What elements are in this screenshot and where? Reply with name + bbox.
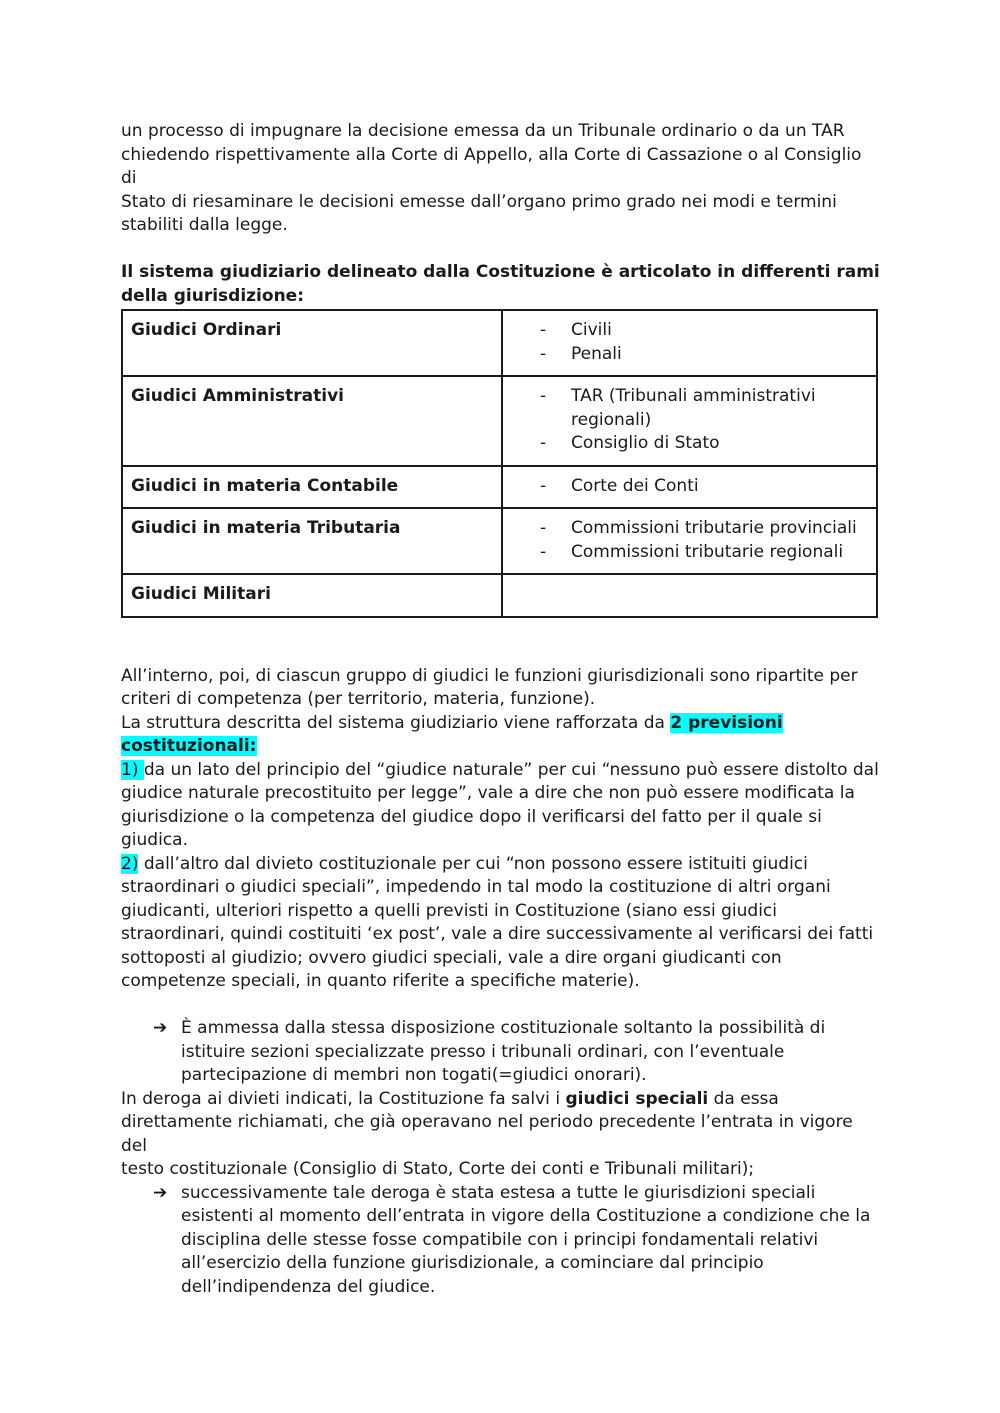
document-page [121, 120, 881, 1299]
text-line: dell’indipendenza del giudice. [181, 1276, 436, 1297]
text-line: un processo di impugnare la decisione emessa da un Tribunale ordinario o da un TAR [121, 121, 845, 141]
text-line: esistenti al momento dell’entrata in vigore della Costituzione a condizione che la [181, 1206, 871, 1226]
branch-item: - Penali [511, 343, 868, 367]
text-line: Stato di riesaminare le decisioni emesse dall’organo primo grado nei modi e termini [121, 191, 837, 212]
branch-label: Giudici in materia Contabile [122, 466, 502, 509]
intro-paragraph [121, 120, 881, 238]
text-span: La struttura descritta del sistema giudiziario viene rafforzata da [121, 712, 671, 733]
branch-label: Giudici Ordinari [122, 310, 502, 376]
text-line: direttamente richiamati, che già operavano nel periodo precedente l’entrata in vigore del [121, 1112, 853, 1156]
jurisdiction-table [121, 309, 878, 618]
branch-label: Giudici Amministrativi [122, 376, 502, 466]
arrow-icon: ➔ [153, 1182, 168, 1203]
text-line: sottoposti al giudizio; ovvero giudici speciali, vale a dire organi giudicanti con [121, 947, 782, 968]
point-one [121, 759, 881, 853]
table-row [122, 466, 877, 509]
branch-items [502, 376, 877, 466]
text-line: successivamente tale deroga è stata estesa a tutte le giurisdizioni speciali [181, 1182, 816, 1203]
bullet-list [121, 1182, 881, 1300]
branch-item: - Commissioni tributarie provinciali [511, 517, 868, 541]
section-heading [121, 261, 881, 308]
branch-items [502, 466, 877, 509]
text-line: chiedendo rispettivamente alla Corte di Appello, alla Corte di Cassazione o al Consiglio di [121, 144, 862, 188]
table-row [122, 508, 877, 574]
text-line: giudica. [121, 830, 188, 850]
branch-item: - Civili [511, 319, 868, 343]
text-span: da essa [708, 1088, 779, 1109]
arrow-icon: ➔ [153, 1018, 168, 1038]
branch-items [502, 310, 877, 376]
heading-line: Il sistema giudiziario delineato dalla Costituzione è articolato in differenti rami [121, 262, 880, 282]
branch-items [502, 574, 877, 617]
paragraph-structure [121, 712, 881, 759]
text-span: In deroga ai divieti indicati, la Costituzione fa salvi i [121, 1088, 566, 1109]
text-line: All’interno, poi, di ciascun gruppo di giudici le funzioni giurisdizionali sono ripartite per [121, 665, 858, 686]
table-row [122, 376, 877, 466]
bold-text: giudici speciali [565, 1088, 709, 1109]
text-span: dall’altro dal divieto costituzionale per cui “non possono essere istituiti giudici [138, 853, 808, 874]
text-line: all’esercizio della funzione giurisdizionale, a cominciare dal principio [181, 1253, 764, 1273]
table-row [122, 310, 877, 376]
point-number: 1) [121, 759, 144, 780]
text-line: istituire sezioni specializzate presso i tribunali ordinari, con l’eventuale [181, 1041, 785, 1062]
branch-item: - Consiglio di Stato [511, 432, 868, 456]
point-number: 2) [121, 853, 139, 874]
text-line: criteri di competenza (per territorio, materia, funzione). [121, 689, 596, 709]
text-line: stabiliti dalla legge. [121, 215, 288, 235]
text-line: testo costituzionale (Consiglio di Stato, Corte dei conti e Tribunali militari); [121, 1159, 755, 1179]
branch-item: - TAR (Tribunali amministrativi regionali) [511, 385, 868, 432]
text-line: giudice naturale precostituito per legge”, vale a dire che non può essere modificata la [121, 783, 855, 803]
list-item [121, 1182, 881, 1300]
branch-item: - Commissioni tributarie regionali [511, 541, 868, 565]
list-item [121, 1017, 881, 1088]
highlighted-text: costituzionali: [121, 736, 257, 756]
highlighted-text: 2 previsioni [670, 712, 783, 733]
text-line: giudicanti, ulteriori rispetto a quelli previsti in Costituzione (siano essi giudici [121, 900, 777, 921]
branch-item: - Corte dei Conti [511, 475, 868, 499]
text-line: disciplina delle stesse fosse compatibile con i principi fondamentali relativi [181, 1229, 819, 1250]
bullet-list [121, 1017, 881, 1088]
branch-items [502, 508, 877, 574]
paragraph-criteria [121, 665, 881, 712]
text-line: partecipazione di membri non togati(=giudici onorari). [181, 1065, 647, 1085]
text-line: straordinari o giudici speciali”, impedendo in tal modo la costituzione di altri organi [121, 877, 831, 897]
point-two [121, 853, 881, 994]
text-line: giurisdizione o la competenza del giudice dopo il verificarsi del fatto per il quale si [121, 806, 822, 827]
branch-label: Giudici Militari [122, 574, 502, 617]
text-span: da un lato del principio del “giudice naturale” per cui “nessuno può essere distolto dal [143, 759, 879, 780]
text-line: È ammessa dalla stessa disposizione costituzionale soltanto la possibilità di [181, 1018, 826, 1038]
text-line: straordinari, quindi costituiti ‘ex post’, vale a dire successivamente al verificarsi dei fatti [121, 924, 874, 944]
branch-label: Giudici in materia Tributaria [122, 508, 502, 574]
paragraph-exceptions [121, 1088, 881, 1182]
heading-line: della giurisdizione: [121, 285, 304, 306]
table-row [122, 574, 877, 617]
text-line: competenze speciali, in quanto riferite a specifiche materie). [121, 971, 640, 991]
